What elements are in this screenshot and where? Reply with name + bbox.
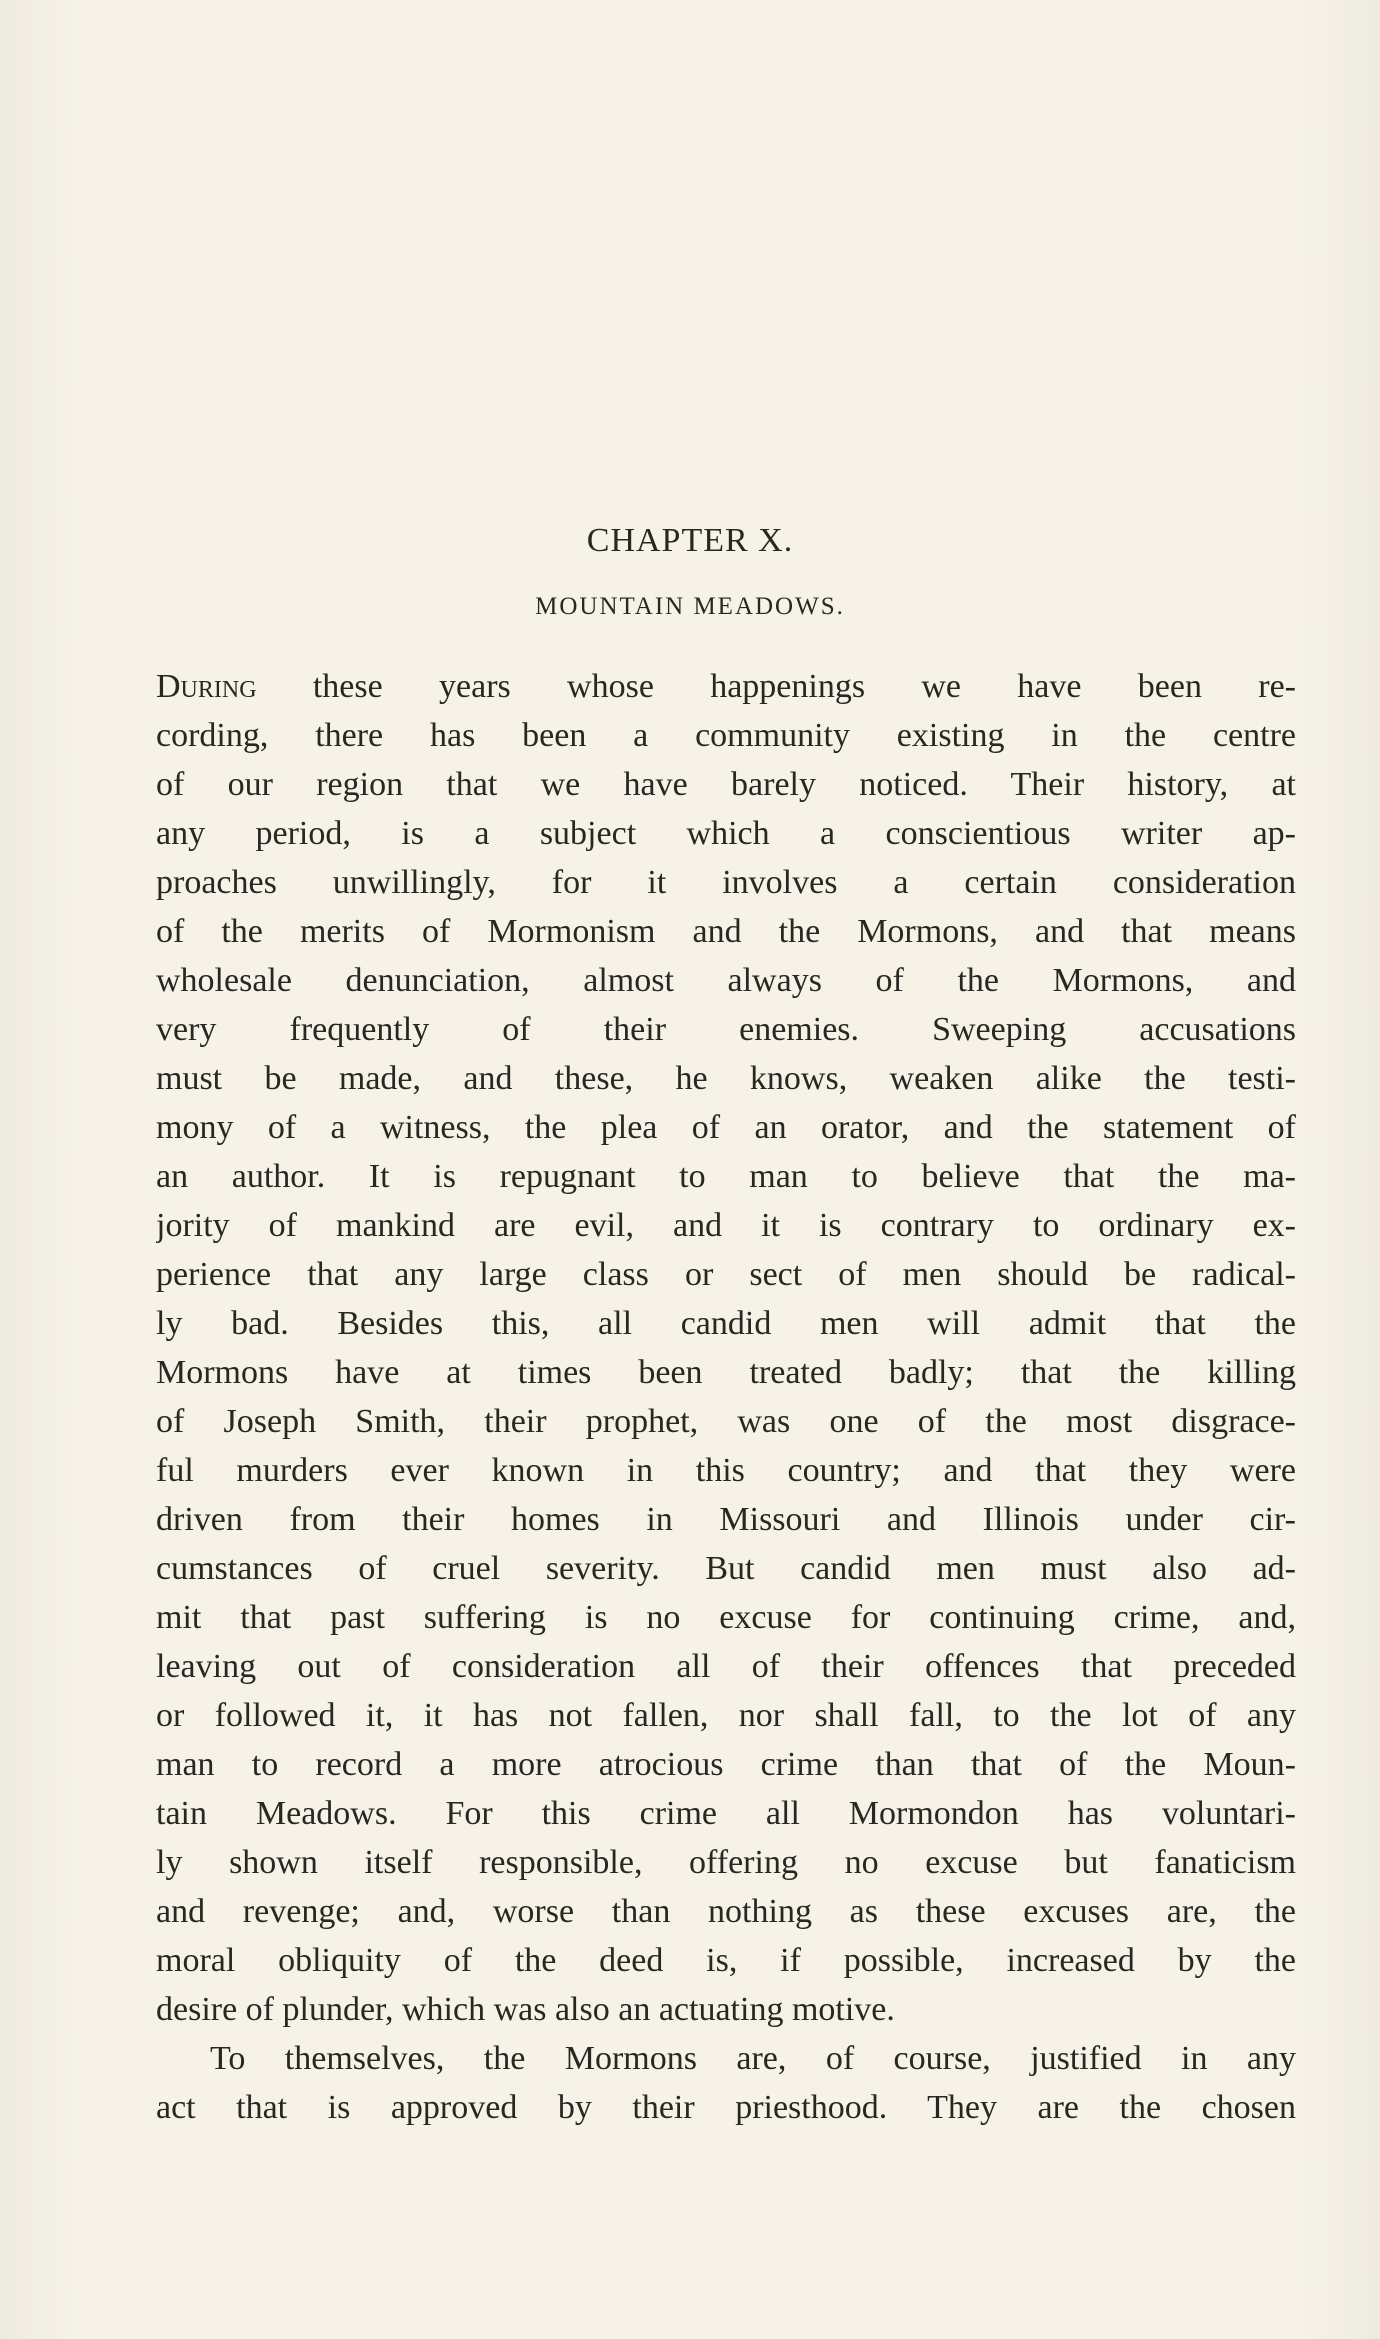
text-line: of our region that we have barely noticed. Their history, at — [156, 766, 1296, 803]
text-line: man to record a more atrocious crime than that of the Moun- — [156, 1746, 1296, 1783]
text-line: or followed it, it has not fallen, nor shall fall, to the lot of any — [156, 1697, 1296, 1734]
text-line: cording, there has been a community existing in the centre — [156, 717, 1296, 754]
text-line: of the merits of Mormonism and the Mormons, and that means — [156, 913, 1296, 950]
text-line: cumstances of cruel severity. But candid men must also ad- — [156, 1550, 1296, 1587]
text-line: proaches unwillingly, for it involves a certain consideration — [156, 864, 1296, 901]
text-line: perience that any large class or sect of men should be radical- — [156, 1256, 1296, 1293]
text-line: mony of a witness, the plea of an orator, and the statement of — [156, 1109, 1296, 1146]
text-line: To themselves, the Mormons are, of course, justified in any — [210, 2040, 1296, 2077]
text-line: mit that past suffering is no excuse for continuing crime, and, — [156, 1599, 1296, 1636]
text-line: driven from their homes in Missouri and Illinois under cir- — [156, 1501, 1296, 1538]
text-line: very frequently of their enemies. Sweeping accusations — [156, 1011, 1296, 1048]
text-line: During these years whose happenings we have been re- — [156, 668, 1296, 705]
text-line: desire of plunder, which was also an actuating motive. — [156, 1991, 895, 2028]
lead-word: During — [156, 668, 257, 705]
text-line: and revenge; and, worse than nothing as these excuses are, the — [156, 1893, 1296, 1930]
text-line: of Joseph Smith, their prophet, was one of the most disgrace- — [156, 1403, 1296, 1440]
text-line: moral obliquity of the deed is, if possible, increased by the — [156, 1942, 1296, 1979]
chapter-heading: CHAPTER X. — [586, 522, 794, 559]
text-line: act that is approved by their priesthood. They are the chosen — [156, 2089, 1296, 2126]
text-line: any period, is a subject which a conscientious writer ap- — [156, 815, 1296, 852]
text-line: ly shown itself responsible, offering no excuse but fanaticism — [156, 1844, 1296, 1881]
body-text — [156, 662, 1296, 2132]
chapter-subtitle: MOUNTAIN MEADOWS. — [535, 593, 845, 620]
text-line: jority of mankind are evil, and it is contrary to ordinary ex- — [156, 1207, 1296, 1244]
text-line: Mormons have at times been treated badly; that the killing — [156, 1354, 1296, 1391]
text-line: an author. It is repugnant to man to believe that the ma- — [156, 1158, 1296, 1195]
text-line: leaving out of consideration all of their offences that preceded — [156, 1648, 1296, 1685]
text-line: ly bad. Besides this, all candid men will admit that the — [156, 1305, 1296, 1342]
text-line: tain Meadows. For this crime all Mormondon has voluntari- — [156, 1795, 1296, 1832]
text-line: ful murders ever known in this country; and that they were — [156, 1452, 1296, 1489]
text-line: must be made, and these, he knows, weaken alike the testi- — [156, 1060, 1296, 1097]
text-line: wholesale denunciation, almost always of the Mormons, and — [156, 962, 1296, 999]
